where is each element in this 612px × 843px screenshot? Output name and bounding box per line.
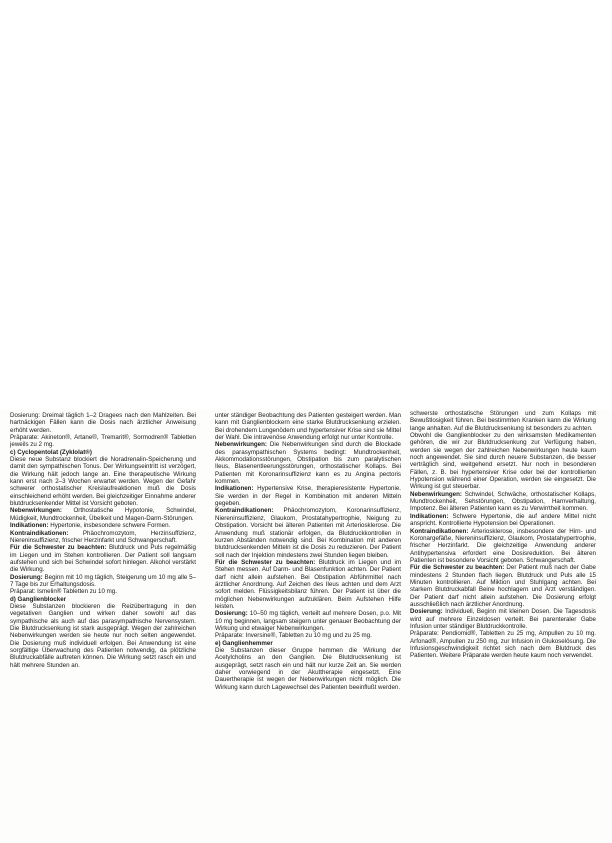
paragraph-label: Kontraindikationen: bbox=[10, 529, 69, 537]
paragraph-text: Arteriosklerose, insbesondere der Hirn- und Koronargefäße, Niereninsuffizienz, Glaukom, Prostatahypertrophie, frischer Herzinfarkt. Die gleichzeitige Anwendung anderer Antihypertensiva erfordert eine Dosisreduktion. Bei älteren Patienten ist besondere Vorsicht geboten. Schwangerschaft. bbox=[410, 527, 596, 564]
paragraph bbox=[410, 410, 596, 432]
paragraph-text: Phäochromozytom, Herzinsuffizienz, Niereninsuffizienz, frischer Herzinfarkt und Schwangerschaft. bbox=[10, 529, 196, 544]
paragraph-text: Präparat: Ismelin® Tabletten zu 10 mg. bbox=[10, 588, 117, 596]
paragraph-text: Präparate: Akineton®, Artane®, Tremarit®, Sormodren® Tabletten jeweils zu 2 mg. bbox=[10, 434, 196, 449]
paragraph bbox=[410, 432, 596, 491]
paragraph bbox=[410, 528, 596, 565]
paragraph bbox=[215, 485, 401, 507]
paragraph bbox=[215, 559, 401, 610]
paragraph-label: Indikationen: bbox=[410, 512, 449, 520]
paragraph bbox=[10, 574, 196, 589]
paragraph bbox=[410, 564, 596, 608]
paragraph-label: Nebenwirkungen: bbox=[10, 507, 62, 515]
paragraph-text: schwerste orthostatische Störungen und zum Kollaps mit Bewußtlosigkeit führen. Bei bestimmten Kranken kann die Wirkung lange anhalten. Auf die Blutdrucksenkung ist besonders zu achten. bbox=[410, 410, 596, 432]
paragraph-text: Phäochromozytom, Koronarinsuffizienz, Niereninsuffizienz, Glaukom, Prostatahypertrophie, Neigung zu Obstipation. Vorsicht bei älteren Patienten mit Arteriosklerose. Die Anwendung muß stationär erfolgen, da Blutdruckkontrollen in kurzen Abständen notwendig sind. Bei Kombination mit anderen blutdrucksenkenden Mitteln ist die Dosis zu reduzieren. Der Patient soll nach der Injektion mindestens zwei Stunden liegen bleiben. bbox=[215, 507, 401, 559]
paragraph-text: Beginn mit 10 mg täglich, Steigerung um 10 mg alle 5–7 Tage bis zur Erhaltungsdosis. bbox=[10, 573, 196, 588]
paragraph-label: Kontraindikationen: bbox=[410, 527, 469, 535]
paragraph-text: Blutdruck und Puls regelmäßig im Liegen und im Stehen kontrollieren. Der Patient soll langsam aufstehen und sich bei Schwindel sofort hinlegen. Alkohol verstärkt die Wirkung. bbox=[10, 544, 196, 574]
paragraph-label: Für die Schwester zu beachten: bbox=[215, 558, 316, 566]
paragraph-text: Die Nebenwirkungen sind durch die Blockade des parasympathischen Systems bedingt: Mundtrockenheit, Akkommodationsstörungen, Obstipation bis zum paralytischen Ileus, Blasenentleerungsstörungen, orthostatischer Kollaps. Bei Patienten mit Koronarinsuffizienz kann es zu Angina pectoris kommen. bbox=[215, 441, 401, 486]
paragraph-text: Hypertensive Krise, therapieresistente Hypertonie. Sie werden in der Regel in Kombination mit anderen Mitteln gegeben. bbox=[215, 485, 401, 508]
paragraph bbox=[10, 412, 196, 434]
paragraph-label: Für die Schwester zu beachten: bbox=[10, 544, 107, 552]
paragraph bbox=[10, 588, 196, 595]
paragraph-label: Dosierung: bbox=[10, 573, 43, 581]
paragraph bbox=[215, 647, 401, 691]
blank-upper-area bbox=[0, 0, 612, 410]
paragraph bbox=[10, 522, 196, 529]
text-column-middle bbox=[215, 412, 401, 840]
section-heading: c) Cyclopentolat (Zyklolat®) bbox=[10, 448, 92, 456]
paragraph bbox=[215, 507, 401, 558]
paragraph bbox=[410, 630, 596, 659]
paragraph-label: Dosierung: bbox=[215, 610, 248, 618]
paragraph-text: Dosierung: Dreimal täglich 1–2 Dragees nach den Mahlzeiten. Bei hartnäckigen Fällen kann die Dosis nach ärztlicher Anweisung erhöht werden. bbox=[10, 412, 196, 434]
paragraph-text: Präparate: Inversine®, Tabletten zu 10 mg und zu 25 mg. bbox=[215, 632, 372, 640]
paragraph bbox=[10, 507, 196, 522]
paragraph-label: Nebenwirkungen: bbox=[410, 490, 462, 498]
paragraph-text: Blutdruck im Liegen und im Stehen messen. Auf Darm- und Blasenfunktion achten. Der Patient darf nicht allein aufstehen. Bei Obstipation Abführmittel nach ärztlicher Anordnung. Auf Zeichen des Ileus achten und dem Arzt sofort melden. Flüssigkeitsbilanz führen. Der Patient ist über die möglichen Nebenwirkungen aufzuklären. Beim Aufstehen Hilfe leisten. bbox=[215, 558, 401, 610]
paragraph-text: Präparate: Pendiomid®, Tabletten zu 25 mg, Ampullen zu 10 mg. Arfonad®, Ampullen zu 250 mg, zur Infusion in Glukoselösung. Die Infusionsgeschwindigkeit richtet sich nach dem Blutdruck des Patienten. Weitere Präparate werden heute kaum noch verwendet. bbox=[410, 630, 596, 660]
paragraph-label: Indikationen: bbox=[10, 522, 49, 530]
paragraph-text: Diese neue Substanz blockiert die Noradrenalin-Speicherung und damit den sympathischen Tonus. Der Wirkungseintritt ist verzögert, die Wirkung hält jedoch lange an. Eine therapeutische Wirkung kann erst nach 2–3 Wochen erwartet werden. Wegen der Gefahr schwerer orthostatischer Kreislaufreaktionen muß die Dosis einschleichend erhöht werden. Bei gleichzeitiger Einnahme anderer blutdrucksenkender Mittel ist Vorsicht geboten. bbox=[10, 456, 196, 508]
section-heading: e) Ganglienhemmer bbox=[215, 639, 273, 647]
paragraph bbox=[215, 412, 401, 441]
paragraph-label: Dosierung: bbox=[410, 608, 443, 616]
paragraph-label: Indikationen: bbox=[215, 485, 254, 493]
paragraph bbox=[410, 513, 596, 528]
paragraph-text: Die Substanzen dieser Gruppe hemmen die Wirkung der Acetylcholins an den Ganglien. Die Blutdrucksenkung ist ausgeprägt, setzt rasch ein und hält nur kurze Zeit an. Sie werden daher vorwiegend in der Akuttherapie eingesetzt. Eine Dauertherapie ist wegen der Nebenwirkungen nicht möglich. Die Wirkung kann durch Lagewechsel des Patienten beeinflußt werden. bbox=[215, 647, 401, 691]
paragraph-text: Orthostatische Hypotonie, Schwindel, Müdigkeit, Mundtrockenheit, Übelkeit und Magen-Darm-Störungen. bbox=[10, 507, 196, 522]
paragraph-label: Kontraindikationen: bbox=[215, 507, 274, 515]
paragraph bbox=[10, 544, 196, 573]
text-column-right bbox=[410, 410, 596, 840]
paragraph-text: 10–50 mg täglich, verteilt auf mehrere Dosen, p.o. Mit 10 mg beginnen, langsam steigern unter genauer Beobachtung der Wirkung und etwaiger Nebenwirkungen. bbox=[215, 610, 401, 632]
paragraph bbox=[410, 608, 596, 630]
paragraph bbox=[215, 632, 401, 639]
paragraph-text: Schwere Hypertonie, die auf andere Mittel nicht anspricht. Kontrollierte Hypotension bei Operationen. bbox=[410, 512, 596, 528]
paragraph-text: Diese Substanzen blockieren die Reizübertragung in den vegetativen Ganglien und wirken daher sowohl auf das sympathische als auch auf das parasympathische Nervensystem. Die Blutdrucksenkung ist stark ausgeprägt. Wegen der zahlreichen Nebenwirkungen werden sie heute nur noch selten angewendet. Die Dosierung muß individuell erfolgen. Bei Anwendung ist eine sorgfältige Überwachung des Patienten notwendig, da plötzliche Blutdruckabfälle auftreten können. Die Wirkung setzt rasch ein und hält mehrere Stunden an. bbox=[10, 602, 196, 669]
paragraph-text: Individuell, Beginn mit kleinen Dosen. Die Tagesdosis wird auf mehrere Einzeldosen verteilt. Bei parenteraler Gabe Infusion unter ständiger Blutdruckkontrolle. bbox=[410, 608, 596, 630]
paragraph bbox=[10, 603, 196, 669]
paragraph bbox=[10, 434, 196, 449]
paragraph bbox=[215, 610, 401, 632]
section-heading: d) Ganglienblocker bbox=[10, 595, 67, 603]
paragraph-label: Nebenwirkungen: bbox=[215, 441, 267, 449]
paragraph-text: unter ständiger Beobachtung des Patienten gesteigert werden. Man kann mit Ganglienblockern eine starke Blutdrucksenkung erzielen. Bei drohendem Lungenödem und hypertensiver Krise sind sie Mittel der Wahl. Die intravenöse Anwendung erfolgt nur unter Kontrolle. bbox=[215, 412, 401, 442]
paragraph bbox=[10, 530, 196, 545]
paragraph-text: Obwohl die Ganglienblocker zu den wirksamsten Medikamenten gehören, die wir zur Blutdrucksenkung zur Verfügung haben, werden sie wegen der zahlreichen Nebenwirkungen heute kaum noch angewendet. Sie sind durch neuere Substanzen, die besser verträglich sind, weitgehend ersetzt. Nur noch in besonderen Fällen, z. B. bei hypertensiver Krise oder bei der kontrollierten Hypotension während einer Operation, werden sie eingesetzt. Die Wirkung ist gut steuerbar. bbox=[410, 432, 596, 491]
paragraph-text: Der Patient muß nach der Gabe mindestens 2 Stunden flach liegen. Blutdruck und Puls alle 15 Minuten kontrollieren. Auf Miktion und Stuhlgang achten. Bei starkem Blutdruckabfall Beine hochlagern und Arzt verständigen. Der Patient darf nicht allein aufstehen. Die Dosierung erfolgt ausschließlich nach ärztlicher Anordnung. bbox=[410, 564, 596, 608]
paragraph bbox=[410, 491, 596, 513]
paragraph-label: Für die Schwester zu beachten: bbox=[410, 564, 505, 572]
paragraph bbox=[215, 441, 401, 485]
text-column-left bbox=[10, 412, 196, 840]
paragraph-text: Hypertonie, insbesondere schwere Formen. bbox=[48, 522, 171, 530]
paragraph-text: Schwindel, Schwäche, orthostatischer Kollaps, Mundtrockenheit, Sehstörungen, Obstipation, Harnverhaltung, Impotenz. Bei älteren Patienten kann es zu Verwirrtheit kommen. bbox=[410, 490, 596, 513]
paragraph bbox=[10, 456, 196, 507]
